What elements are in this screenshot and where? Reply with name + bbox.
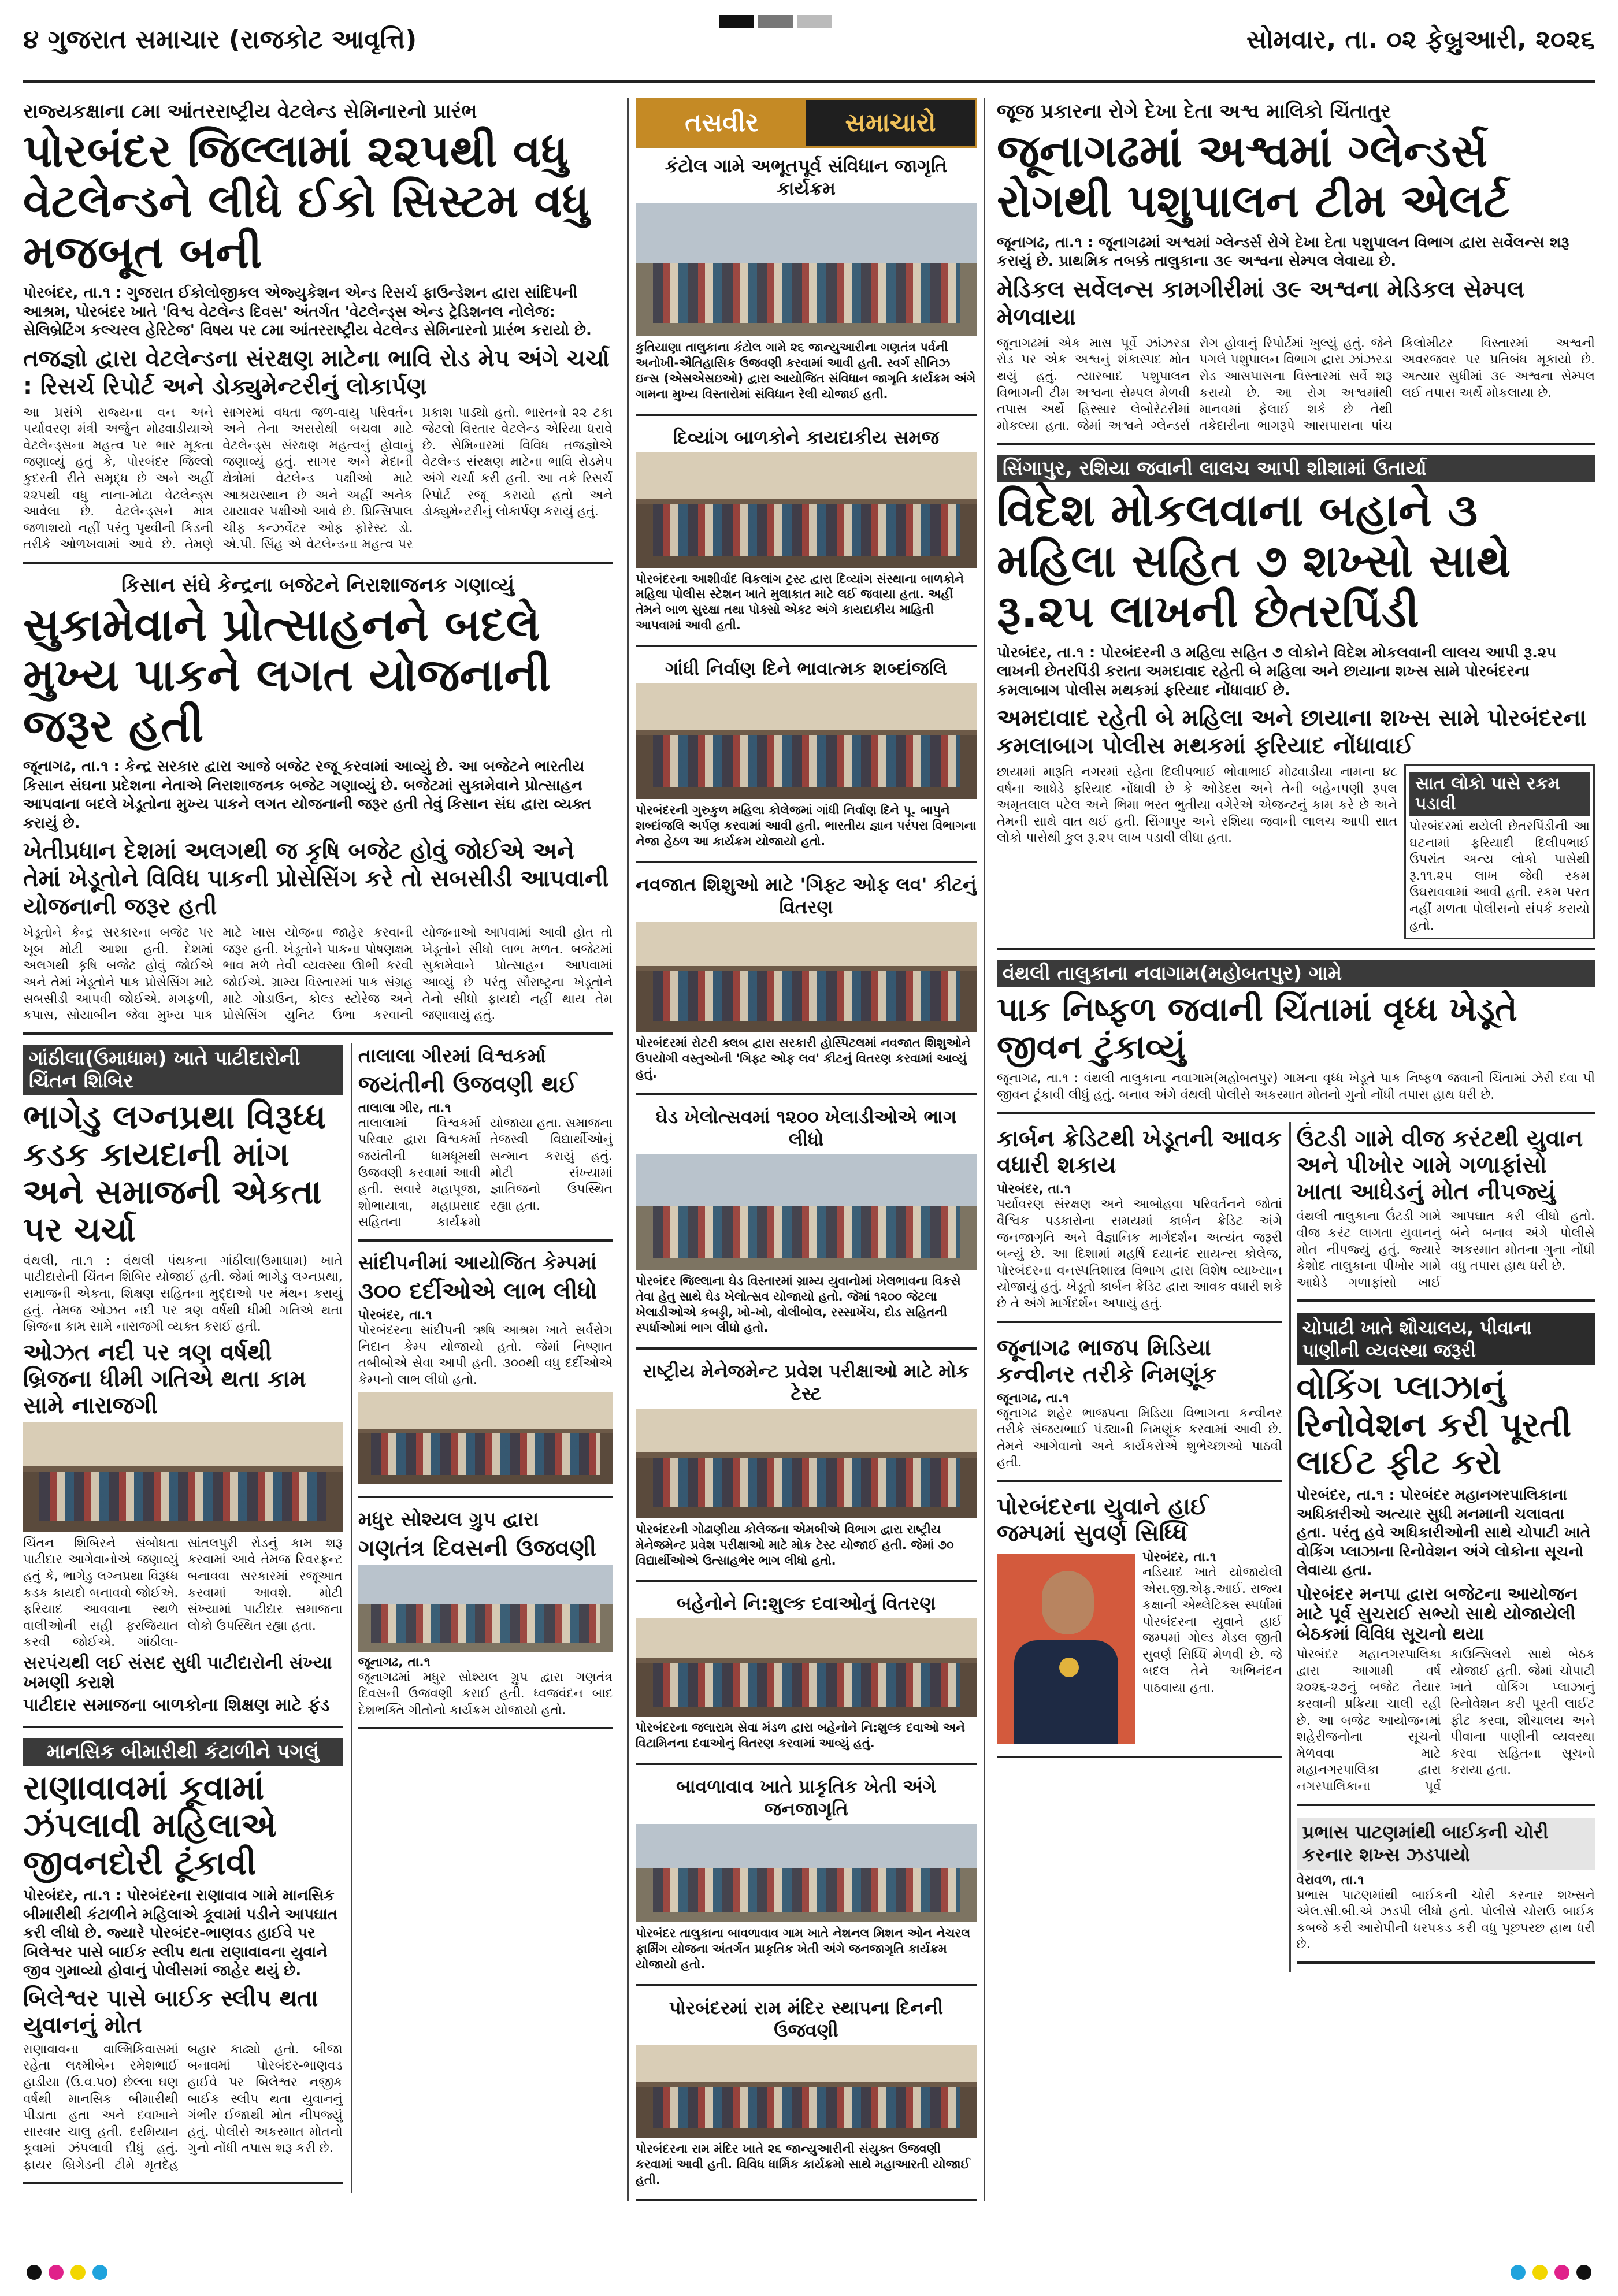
left-column (23, 98, 613, 2201)
color-dots-left (23, 2261, 111, 2286)
photo-bg (358, 1565, 613, 1604)
photo-people (653, 971, 960, 1021)
dot-cyan (92, 2265, 107, 2280)
body-text: છાયામાં મારૂતિ નગરમાં રહેતા દિલીપભાઈ ભોવાભાઈ મોઢવાડીયા નામના ૪૮ વર્ષના આધેડે ફરિયાદ નોંધાવી છે કે ઓડેદરા અને તેની બહેનપણી રૂપલ અમૃતલાલ પટેલ અને ભિમા ભરત ભુતીયા વગેરેએ એજન્ટનું કામ કરે છે અને તેમની સાથે વાત થઈ હતી. સિંગાપુર અને રશિયા જવાની લાલચ આપી સાત લોકો પાસેથી કુલ રૂ.૨૫ લાખ પડાવી લીધા હતા. (997, 765, 1397, 846)
subhead-1: સરપંચથી લઈ સંસદ સુધી પાટીદારોની સંખ્યા ખમણી કરાશે (23, 1652, 332, 1693)
dot-cyan (1511, 2265, 1526, 2280)
lower-left-area (23, 1043, 613, 2193)
reg-mark (758, 15, 793, 28)
mid-right-a (997, 1122, 1282, 1972)
photo (636, 1409, 977, 1518)
photo-caption: પોરબંદરના રામ મંદિર ખાતે ૨૬ જાન્યુઆરીની સંયુક્ત ઉજવણી કરવામાં આવી હતી. વિવિધ ધાર્મિક કાર્યક્રમો સાથે મહાઆરતી યોજાઈ હતી. (636, 2141, 970, 2187)
photo-bg (23, 1422, 343, 1466)
story-budget (23, 572, 613, 1035)
dateline: પોરબંદર, તા.૧ (1142, 1550, 1216, 1565)
body-text: જૂનાગઢ, તા.૧ : વંથલી તાલુકાના નવાગામ(મહોબતપુર) ગામના વૃધ્ધ ખેડૂતે પાક નિષ્ફળ જવાની ચિંતામાં ઝેરી દવા પી જીવન ટૂંકાવી લીધું હતું. બનાવ અંગે વંથલી પોલીસે અકસ્માત મોતનો ગુનો નોંધી તપાસ હાથ ધરી છે. (997, 1071, 1595, 1102)
banner-right: સમાચારો (845, 108, 936, 138)
body-text: પોરબંદર મહાનગરપાલિકા દ્વારા આગામી વર્ષ ૨૦૨૬-૨૭નું બજેટ તૈયાર કરવાની પ્રક્રિયા ચાલી રહી છે. આ બજેટ આયોજનમાં શહેરીજનોના સૂચનો મેળવવા માટે મહાનગરપાલિકા દ્વારા નગરપાલિકાના પૂર્વ કાઉન્સિલરો સાથે બેઠક યોજાઈ હતી. જેમાં ચોપાટી ખાતે વોકિંગ પ્લાઝાનું રિનોવેશન કરી પૂરતી લાઈટ ફીટ કરવા, શૌચાલય અને પીવાના પાણીની વ્યવસ્થા કરવા સહિતના સૂચનો કરાયા હતા. (1296, 1647, 1595, 1794)
dot-black (27, 2265, 42, 2280)
body-left (997, 764, 1397, 939)
headline: ભાગેડુ લગ્નપ્રથા વિરૂધ્ધ કડક કાયદાની માંગ અને સમાજની એકતા પર ચર્ચા (23, 1097, 326, 1249)
photo-flag (358, 1565, 613, 1652)
photo (636, 2045, 977, 2138)
story-untadi (1297, 1122, 1595, 1302)
body-text: વંથલી, તા.૧ : વંથલી પંથકના ગાંઠીલા(ઉમાધામ) ખાતે પાટીદારોની ચિંતન શિબિર યોજાઈ હતી. જેમાં ભાગેડુ લગ્નપ્રથા, સમાજની એકતા, શિક્ષણ સહિતના મુદ્દાઓ પર મંથન કરાયું હતું. તેમજ ઓઝત નદી પર ત્રણ વર્ષથી ધીમી ગતિએ થતા બ્રિજના કામ સામે નારાજગી વ્યક્ત કરાઈ હતી. (23, 1253, 343, 1335)
photo-people (653, 735, 960, 787)
story-glanders (997, 98, 1595, 445)
headline: કાર્બન ક્રેડિટથી ખેડૂતની આવક વધારી શકાય (997, 1125, 1282, 1179)
photo (636, 1618, 977, 1717)
lead: પોરબંદર, તા.૧ : પોરબંદર મહાનગરપાલિકાના અધિકારીઓ અત્યાર સુધી મનમાની ચલાવતા હતા. પરંતુ હવે અધિકારીઓની સાથે ચોપાટી ખાતે વોકિંગ પ્લાઝાના રિનોવેશન અંગે લોકોના સૂચનો લેવાયા હતા. (1296, 1487, 1591, 1580)
kicker: વંથલી તાલુકાના નવાગામ(મહોબતપુર) ગામે (997, 960, 1595, 987)
story-sandipani-camp (358, 1250, 613, 1498)
dateline: પોરબંદર, તા.૧ (358, 1308, 432, 1323)
story-visa-fraud (997, 453, 1595, 950)
body-text: જૂનાગઢમાં એક માસ પૂર્વે ઝાંઝરડા રોડ પર એક અશ્વનું શંકાસ્પદ મોત થયું હતું. ત્યારબાદ પશુપાલન વિભાગની ટીમ અશ્વના સેમ્પલ મેળવી તપાસ અર્થે હિસ્સાર લેબોરેટરીમાં મોકલ્યા હતા. જેમાં અશ્વને ગ્લેન્ડર્સ રોગ હોવાનું રિપોર્ટમાં ખુલ્યું હતું. જેને પગલે પશુપાલન વિભાગ દ્વારા ઝાંઝરડા રોડ આસપાસના વિસ્તારમાં સર્વે શરૂ કરાયો છે. આ રોગ અશ્વમાંથી માનવમાં ફેલાઈ શકે છે તેથી તકેદારીના ભાગરૂપે આસપાસના પાંચ કિલોમીટર વિસ્તારમાં અશ્વની અવરજવર પર પ્રતિબંધ મૂકાયો છે. અત્યાર સુધીમાં ૩૯ અશ્વના સેમ્પલ લઈ તપાસ અર્થે મોકલાયા છે. (997, 336, 1595, 433)
print-color-marks (23, 2261, 1595, 2284)
photo-story-1 (636, 153, 977, 416)
photo-body (1014, 1640, 1118, 1744)
registration-marks (717, 15, 834, 30)
photo-bg (636, 1154, 977, 1206)
subhead: ખેતીપ્રધાન દેશમાં અલગથી જ કૃષિ બજેટ હોવું જોઈએ અને તેમાં ખેડૂતોને વિવિધ પાકની પ્રોસેસિંગ કરે તો સબસીડી આપવાની યોજનાની જરૂર હતી (23, 838, 609, 920)
headline: પાક નિષ્ફળ જવાની ચિંતામાં વૃધ્ધ ખેડૂતે જીવન ટુંકાવ્યું (997, 990, 1517, 1067)
lead: પોરબંદર, તા.૧ : પોરબંદરની ૩ મહિલા સહિત ૭ લોકોને વિદેશ મોકલવાની લાલચ આપી રૂ.૨૫ લાખની છેતરપિંડી કરાતા અમદાવાદ રહેતી બે મહિલા અને છાયાના શખ્સ સામે પોરબંદરના કમલાબાગ પોલીસ મથકમાં ફરિયાદ નોંધાવાઈ છે. (997, 644, 1557, 699)
kicker: જૂજ પ્રકારના રોગે દેખા દેતા અશ્વ માલિકો ચિંતાતુર (997, 100, 1391, 123)
photo-people (653, 1868, 960, 1913)
box-body: પોરબંદરમાં થયેલી છેતરપિંડીની આ ઘટનામાં ફરિયાદી દિલીપભાઈ ઉપરાંત અન્ય લોકો પાસેથી રૂ.૧૧.૨૫ લાખ જેવી રકમ ઉઘરાવવામાં આવી હતી. રકમ પરત નહીં મળતા પોલીસનો સંપર્ક કરાયો હતો. (1409, 819, 1590, 933)
photo-bg (636, 683, 977, 730)
photo-caption: પોરબંદરની ગોઢાણીયા કોલેજના એમબીએ વિભાગ દ્વારા રાષ્ટ્રીય મેનેજમેન્ટ પ્રવેશ પરીક્ષાઓ માટે મોક ટેસ્ટ યોજાઈ હતી. જેમાં ૭૦ વિદ્યાર્થીઓએ ઉત્સાહભેર ભાગ લીધો હતો. (636, 1522, 954, 1567)
lower-left-main (23, 1043, 343, 2193)
photo (636, 683, 977, 799)
kicker: કિસાન સંઘે કેન્દ્રના બજેટને નિરાશાજનક ગણાવ્યું (121, 574, 514, 597)
body-text: રાણાવાવના વાલ્મિકિવાસમાં રહેતા લક્ષ્મીબેન રમેશભાઈ હાડીયા (ઉ.વ.૫૦) છેલ્લા ઘણ વર્ષથી માનસિક બીમારીથી પીડાતા હતા અને દવાખાને સારવાર ચાલુ હતી. દરમિયાન કૂવામાં ઝંપલાવી દીધું હતું. ફાયર બ્રિગેડની ટીમે મૃતદેહ બહાર કાઢ્યો હતો. બીજા બનાવમાં પોરબંદર-ભાણવડ હાઈવે પર બિલેશ્વર નજીક બાઈક સ્લીપ થતા યુવાનનું ગંભીર ઈજાથી મોત નીપજ્યું હતું. પોલીસે અકસ્માત મોતનો ગુનો નોંધી તપાસ શરૂ કરી છે. (23, 2042, 343, 2172)
story-bjp-media (997, 1331, 1282, 1482)
photo-people (39, 1472, 326, 1521)
story-bike-theft (1297, 1814, 1595, 1964)
story-farmer-suicide (997, 958, 1595, 1114)
reg-mark (797, 15, 832, 28)
story-ranavav (23, 1736, 343, 2184)
dateline: વેરાવળ, તા.૧ (1296, 1873, 1364, 1888)
banner-left: તસવીર (637, 100, 806, 146)
athlete-photo (997, 1554, 1135, 1744)
lead: પોરબંદર, તા.૧ : પોરબંદરના રાણાવાવ ગામે માનસિક બીમારીથી કંટાળીને મહિલાએ કૂવામાં પડીને આપઘાત કરી લીધો છે. જ્યારે પોરબંદર-ભાણવડ હાઈવે પર બિલેશ્વર પાસે બાઈક સ્લીપ થતા રાણાવાવના યુવાને જીવ ગુમાવ્યો હોવાનું પોલીસમાં જાહેર થયું છે. (23, 1887, 337, 1980)
lead: જૂનાગઢ, તા.૧ : જૂનાગઢમાં અશ્વમાં ગ્લેન્ડર્સ રોગે દેખા દેતા પશુપાલન વિભાગ દ્વારા સર્વેલન્સ શરૂ કરાયું છે. પ્રાથમિક તબક્કે તાલુકાના ૩૯ અશ્વના સેમ્પલ લેવાયા છે. (997, 233, 1569, 270)
photo-news-banner (636, 98, 977, 148)
photo-story-8 (636, 1773, 977, 1986)
photo-camp (358, 1392, 613, 1484)
photo-title: કંટોલ ગામે અભૂતપૂર્વ સંવિધાન જાગૃતિ કાર્યક્રમ (665, 155, 948, 199)
right-column (997, 98, 1595, 2201)
headline-2: ઓઝત નદી પર ત્રણ વર્ષથી બ્રિજના ધીમી ગતિએ થતા કામ સામે નારાજગી (23, 1339, 306, 1419)
headline: જયંતીની ઉજવણી થઈ (358, 1071, 577, 1098)
headline: જૂનાગઢ ભાજપ મિડિયા કન્વીનર તરીકે નિમણૂંક (997, 1334, 1217, 1388)
photo-title: દિવ્યાંગ બાળકોને કાયદાકીય સમજ (673, 426, 940, 448)
mid-right-area (997, 1122, 1595, 1972)
kicker: ચોપાટી ખાતે શૌચાલય, પીવાના પાણીની વ્યવસ્થા જરૂરી (1297, 1313, 1595, 1365)
story-carbon-credit (997, 1122, 1282, 1322)
story-patidar (23, 1043, 343, 1729)
body-text: તાલાલામાં વિશ્વકર્મા પરિવાર દ્વારા વિશ્વકર્મા જયંતીની ધામધૂમથી ઉજવણી કરવામાં આવી હતી. સવારે મહાપૂજા, શોભાયાત્રા, મહાપ્રસાદ સહિતના કાર્યક્રમો યોજાયા હતા. સમાજના તેજસ્વી વિદ્યાર્થીઓનું સન્માન કરાયું હતું. મોટી સંખ્યામાં જ્ઞાતિજનો ઉપસ્થિત રહ્યા હતા. (358, 1116, 613, 1230)
subhead: તજજ્ઞો દ્વારા વેટલેન્ડના સંરક્ષણ માટેના ભાવિ રોડ મેપ અંગે ચર્ચા : રિસર્ચ રિપોર્ટ અને ડોક્યુમેન્ટરીનું લોકાર્પણ (23, 345, 610, 400)
photo-face (1042, 1571, 1094, 1634)
photo-story-2 (636, 424, 977, 648)
photo-story-9 (636, 1994, 977, 2201)
dateline: જૂનાગઢ, તા.૧ (997, 1391, 1069, 1406)
photo-bg (358, 1392, 613, 1429)
body-text-2: ચિંતન શિબિરને સંબોધતા પાટીદાર આગેવાનોએ જણાવ્યું હતું કે, ભાગેડુ લગ્નપ્રથા વિરૂધ્ધ કડક કાયદો બનાવવો જોઈએ. ફરિયાદ આવવાના સ્થળે વાલીઓની સહી ફરજિયાત કરવી જોઈએ. ગાંઠીલા-સાંતલપુરી રોડનું કામ શરૂ કરવામાં આવે તેમજ રિવરફ્રન્ટ બનાવવા સરકારમાં રજૂઆત કરવામાં આવશે. મોટી સંખ્યામાં પાટીદાર સમાજના લોકો ઉપસ્થિત રહ્યા હતા. (23, 1536, 343, 1650)
photo-caption: પોરબંદર તાલુકાના બાવળાવાવ ગામ ખાતે નેશનલ મિશન ઓન નેચરલ ફાર્મિંગ યોજના અંતર્ગત પ્રાકૃતિક ખેતી અંગે જનજાગૃતિ કાર્યક્રમ યોજાયો હતો. (636, 1926, 971, 1971)
photo-bg (636, 2045, 977, 2082)
headline: ઉંટડી ગામે વીજ કરંટથી યુવાન અને પીખોર ગામે ગળાફાંસો ખાતા આધેડનું મોત નીપજ્યું (1296, 1125, 1583, 1206)
photo-title: ઘેડ ખેલોત્સવમાં ૧૨૦૦ ખેલાડીઓએ ભાગ લીધો (655, 1106, 957, 1151)
photo-title: ગાંધી નિર્વાણ દિને ભાવાત્મક શબ્દાંજલિ (665, 657, 948, 679)
photo (636, 922, 977, 1032)
photo-story-7 (636, 1590, 977, 1765)
body-text: આ પ્રસંગે રાજ્યના વન અને પર્યાવરણ મંત્રી અર્જુન મોઢવાડીયાએ વેટલેન્ડ્સના મહત્વ પર ભાર મૂકતા જણાવ્યું હતું કે, પોરબંદર જિલ્લો કુદરતી રીતે સમૃદ્ધ છે અને અહીં ૨૨૫થી વધુ નાના-મોટા વેટલેન્ડ્સ આવેલા છે. વેટલેન્ડ્સને માત્ર જળાશયો નહીં પરંતુ પૃથ્વીની કિડની તરીકે ઓળખવામાં આવે છે. તેમણે સાગરમાં વધતા જળ-વાયુ પરિવર્તન અને તેના અસરોથી બચવા માટે વેટલેન્ડ્સ સંરક્ષણ મહત્વનું હોવાનું જણાવ્યું હતું. સાગર અને મેદાની ક્ષેત્રોમાં વેટલેન્ડ પક્ષીઓ માટે આશ્રયસ્થાન છે અને અહીં અનેક યાયાવર પક્ષીઓ આવે છે. પ્રિન્સિપાલ ચીફ કન્ઝર્વેટર ઓફ ફોરેસ્ટ ડો. એ.પી. સિંહ એ વેટલેન્ડના મહત્વ પર પ્રકાશ પાડ્યો હતો. ભારતનો ૨૨ ટકા જેટલો વિસ્તાર વેટલેન્ડ એરિયા ધરાવે છે. સેમિનારમાં વિવિધ તજજ્ઞોએ વેટલેન્ડ સંરક્ષણ માટેના ભાવિ રોડમેપ અંગે ચર્ચા કરી હતી. આ તકે રિસર્ચ રિપોર્ટ રજૂ કરાયો હતો અને ડોક્યુમેન્ટરીનું લોકાર્પણ કરાયું હતું. (23, 405, 613, 552)
photo-people (371, 1604, 600, 1643)
story-body-wrap (997, 764, 1595, 939)
dot-black (1576, 2265, 1591, 2280)
photo-caption: પોરબંદરના આશીર્વાદ વિકલાંગ ટ્રસ્ટ દ્વારા દિવ્યાંગ સંસ્થાના બાળકોને મહિલા પોલીસ સ્ટેશન ખાતે મુલાકાત માટે લઈ જવાયા હતા. અહીં તેમને બાળ સુરક્ષા તથા પોક્સો એક્ટ અંગે કાયદાકીય માહિતી આપવામાં આવી હતી. (636, 571, 964, 633)
photo-bg (636, 452, 977, 499)
body-text: પ્રભાસ પાટણમાંથી બાઈકની ચોરી કરનાર શખ્સને એલ.સી.બી.એ ઝડપી લીધો હતો. પોલીસે ચોરાઉ બાઈક કબજે કરી આરોપીની ધરપકડ કરી વધુ પૂછપરછ હાથ ધરી છે. (1296, 1888, 1595, 1952)
photo-bg (636, 922, 977, 966)
dot-magenta (49, 2265, 64, 2280)
box-title: સાત લોકો પાસે રકમ પડાવી (1409, 772, 1590, 816)
photo-people (371, 1433, 600, 1475)
photo-people (653, 263, 960, 324)
subhead: મેડિકલ સર્વેલન્સ કામગીરીમાં ૩૯ અશ્વના મેડિકલ સેમ્પલ મેળવાયા (997, 276, 1524, 330)
kicker: રાજ્યકક્ષાના ૮મા આંતરરાષ્ટ્રીય વેટલેન્ડ સેમિનારનો પ્રારંભ (23, 100, 477, 123)
photo-bg (636, 1409, 977, 1452)
body-text: વંથલી તાલુકાના ઉંટડી ગામે વીજ કરંટ લાગતા યુવાનનું મોત નીપજ્યું હતું. જ્યારે કેશોદ તાલુકાના પીખોર ગામે આધેડે ગળાફાંસો ખાઈ આપઘાત કરી લીધો હતો. બંને બનાવ અંગે પોલીસે અકસ્માત મોતના ગુના નોંધી વધુ તપાસ હાથ ધરી છે. (1296, 1209, 1595, 1290)
headline: રાણાવાવમાં કૂવામાં ઝંપલાવી મહિલાએ જીવનદોરી ટૂંકાવી (23, 1768, 277, 1883)
body-text: ખેડૂતોને કેન્દ્ર સરકારના બજેટ પર ખૂબ મોટી આશા હતી. દેશમાં અલગથી કૃષિ બજેટ હોવું જોઈએ અને તેમાં ખેડૂતોને પાક પ્રોસેસિંગ માટે સબસીડી આપવી જોઈએ. મગફળી, કપાસ, સોયાબીન જેવા મુખ્ય પાક માટે ખાસ યોજના જાહેર કરવાની જરૂર હતી. ખેડૂતોને પાકના પોષણક્ષમ ભાવ મળે તેવી વ્યવસ્થા ઊભી કરવી જોઈએ. ગ્રામ્ય વિસ્તારમાં પાક સંગ્રહ માટે ગોડાઉન, કોલ્ડ સ્ટોરેજ અને પ્રોસેસિંગ યુનિટ ઉભા કરવાની યોજનાઓ આપવામાં આવી હોત તો ખેડૂતોને સીધો લાભ મળત. બજેટમાં સુકામેવાને પ્રોત્સાહન આપવામાં આવ્યું છે પરંતુ સૌરાષ્ટ્રના ખેડૂતોને તેનો સીધો ફાયદો નહીં થાય તેમ જણાવાયું હતું. (23, 926, 613, 1023)
photo-title: બહેનોને નિ:શુલ્ક દવાઓનું વિતરણ (676, 1592, 936, 1615)
dot-yellow (70, 2265, 86, 2280)
body-text: જૂનાગઢમાં મધુર સોશ્યલ ગ્રુપ દ્વારા ગણતંત્ર દિવસની ઉજવણી કરાઈ હતી. ધ્વજવંદન બાદ દેશભક્તિ ગીતોનો કાર્યક્રમ યોજાયો હતો. (358, 1670, 613, 1718)
photo (636, 452, 977, 568)
photo (636, 203, 977, 336)
kicker: સાંદીપનીમાં આયોજિત કેમ્પમાં (358, 1251, 597, 1275)
dateline: પોરબંદર, તા.૧ (997, 1182, 1071, 1197)
photo-title: નવજાત શિશુઓ માટે 'ગિફ્ટ ઓફ લવ' કીટનું વિતરણ (636, 873, 977, 918)
headline: સુકામેવાને પ્રોત્સાહનને બદલે મુખ્ય પાકને લગત યોજનાની જરૂર હતી (23, 599, 551, 752)
headline: પોરબંદર જિલ્લામાં ૨૨૫થી વધુ વેટલેન્ડને લીધે ઈકો સિસ્ટમ વધુ મજબૂત બની (23, 125, 589, 278)
photo-title: પોરબંદરમાં રામ મંદિર સ્થાપના દિનની ઉજવણી (669, 1996, 944, 2041)
kicker: ગાંઠીલા(ઉમાધામ) ખાતે પાટીદારોની ચિંતન શિબિર (23, 1045, 343, 1095)
story-walking-plaza (1297, 1310, 1595, 1805)
headline: પ્રભાસ પાટણમાંથી બાઈકની ચોરી કરનાર શખ્સ ઝડપાયો (1297, 1818, 1595, 1870)
kicker: મધુર સોશ્યલ ગ્રુપ દ્વારા (358, 1508, 539, 1532)
headline: વિદેશ મોકલવાના બહાને ૩ મહિલા સહિત ૭ શખ્સો સાથે રૂ.૨૫ લાખની છેતરપિંડી (997, 485, 1511, 638)
body-text: જૂનાગઢ શહેર ભાજપના મિડિયા વિભાગના કન્વીનર તરીકે સંજયભાઈ પંડ્યાની નિમણૂંક કરવામાં આવી છે. તેમને આગેવાનો અને કાર્યકરોએ શુભેચ્છાઓ પાઠવી હતી. (997, 1406, 1282, 1470)
medal-icon (1059, 1658, 1079, 1677)
dateline: જૂનાગઢ, તા.૧ (358, 1655, 431, 1670)
headline: ગણતંત્ર દિવસની ઉજવણી (358, 1535, 597, 1562)
subhead: અમદાવાદ રહેતી બે મહિલા અને છાયાના શખ્સ સામે પોરબંદરના કમલાબાગ પોલીસ મથકમાં ફરિયાદ નોંધાવાઈ (997, 705, 1587, 760)
mid-right-b (1289, 1122, 1595, 1972)
body-text: પર્યાવરણ સંરક્ષણ અને આબોહવા પરિવર્તનને જોતાં વૈશ્વિક પડકારોના સમયમાં કાર્બન ક્રેડિટ અંગે જનજાગૃતિ અને વૈજ્ઞાનિક માર્ગદર્શન અત્યંત જરૂરી બન્યું છે. આ દિશામાં મહર્ષિ દયાનંદ સાયન્સ કોલેજ, પોરબંદરના વનસ્પતિશાસ્ત્ર વિભાગ દ્વારા વિશેષ વ્યાખ્યાન યોજાયું હતું. ખેડૂતો કાર્બન ક્રેડિટ દ્વારા આવક વધારી શકે છે તે અંગે માર્ગદર્શન અપાયું હતું. (997, 1197, 1282, 1311)
photo-caption: પોરબંદરમાં રોટરી ક્લબ દ્વારા સરકારી હોસ્પિટલમાં નવજાત શિશુઓને ઉપયોગી વસ્તુઓની 'ગિફ્ટ ઓફ લવ' કીટનું વિતરણ કરવામાં આવ્યું હતું. (636, 1035, 971, 1081)
center-column (627, 98, 985, 2201)
story-vishwakarma (358, 1043, 613, 1242)
subhead: પોરબંદર મનપા દ્વારા બજેટના આયોજન માટે પૂર્વ સુચરાઈ સભ્યો સાથે યોજાયેલી બેઠકમાં વિવિધ સૂચનો થયા (1296, 1584, 1578, 1644)
photo-bg (636, 1824, 977, 1868)
photo-title: રાષ્ટ્રીય મેનેજમેન્ટ પ્રવેશ પરીક્ષાઓ માટે મોક ટેસ્ટ (643, 1359, 970, 1405)
story-madhur-group (358, 1506, 613, 1729)
photo-caption: કુતિયાણા તાલુકાના કંટોલ ગામે ૨૬ જાન્યુઆરીના ગણતંત્ર પર્વની અનોખી-ઐતિહાસિક ઉજવણી કરવામાં આવી હતી. સ્વર્ગ સીનિઝ ઇન્સ (એસએસઇઓ) દ્વારા આયોજિત સંવિધાન જાગૃતિ કાર્યક્રમ અંગે ગામના મુખ્ય વિસ્તારોમાં સંવિધાન રેલી યોજાઈ હતી. (636, 340, 976, 401)
photo-bg (636, 203, 977, 263)
reg-mark (719, 15, 754, 28)
subhead-2: પાટીદાર સમાજના બાળકોના શિક્ષણ માટે ફંડ (23, 1695, 330, 1715)
photo-people (653, 2087, 960, 2128)
headline: પોરબંદરના યુવાને હાઈ જમ્પમાં સુવર્ણ સિધ્ધિ (997, 1493, 1208, 1547)
subhead: બિલેશ્વર પાસે બાઈક સ્લીપ થતા યુવાનનું મોત (23, 1985, 318, 2038)
photo-people (653, 504, 960, 556)
photo-shibir (23, 1422, 343, 1532)
photo (636, 1824, 977, 1922)
body-text: પોરબંદરના સાંદીપની ઋષિ આશ્રમ ખાતે સર્વરોગ નિદાન કેમ્પ યોજાયો હતો. જેમાં નિષ્ણાત તબીબોએ સેવા આપી હતી. ૩૦૦થી વધુ દર્દીઓએ કેમ્પનો લાભ લીધો હતો. (358, 1323, 613, 1387)
dot-yellow (1532, 2265, 1548, 2280)
headline: વોકિંગ પ્લાઝાનું રિનોવેશન કરી પૂરતી લાઈટ ફીટ કરો (1296, 1368, 1572, 1483)
photo-caption: પોરબંદરની ગુરુકુળ મહિલા કોલેજમાં ગાંધી નિર્વાણ દિને પૂ. બાપુને શબ્દાંજલિ અર્પણ કરવામાં આવી હતી. ભારતીય જ્ઞાન પરંપરા વિભાગના નેજા હેઠળ આ કાર્યક્રમ યોજાયો હતો. (636, 803, 977, 848)
lead: જૂનાગઢ, તા.૧ : કેન્દ્ર સરકાર દ્વારા આજે બજેટ રજૂ કરવામાં આવ્યું છે. આ બજેટને ભારતીય કિસાન સંઘના પ્રદેશના નેતાએ નિરાશાજનક બજેટ ગણાવ્યું છે. બજેટમાં સુકામેવાને પ્રોત્સાહન આપવાના બદલે ખેડૂતોના મુખ્ય પાકને લગત યોજનાની જરૂર હતી તેવું કિસાન સંઘ દ્વારા વ્યક્ત કરાયું છે. (23, 758, 592, 832)
story-wetland (23, 98, 613, 564)
kicker: તાલાલા ગીરમાં વિશ્વકર્મા (358, 1044, 547, 1068)
photo-title: બાવળાવાવ ખાતે પ્રાકૃતિક ખેતી અંગે જનજાગૃતિ (676, 1775, 936, 1821)
dot-magenta (1554, 2265, 1569, 2280)
photo-people (653, 1206, 960, 1258)
lower-left-side (351, 1043, 613, 2193)
photo-people (653, 1663, 960, 1707)
story-high-jump (997, 1490, 1282, 1758)
photo (636, 1154, 977, 1270)
sidebar-box (1404, 764, 1595, 939)
body-text: નડિયાદ ખાતે યોજાયેલી એસ.જી.એફ.આઈ. રાજ્ય કક્ષાની એથ્લેટિક્સ સ્પર્ધામાં પોરબંદરના યુવાને હાઈ જમ્પમાં ગોલ્ડ મેડલ જીતી સુવર્ણ સિધ્ધિ મેળવી છે. જે બદલ તેને અભિનંદન પાઠવાયા હતા. (1142, 1565, 1282, 1696)
headline: ૩૦૦ દર્દીઓએ લાભ લીધો (358, 1278, 598, 1305)
photo-story-5 (636, 1104, 977, 1350)
photo-caption: પોરબંદરના જલારામ સેવા મંડળ દ્વારા બહેનોને નિ:શુલ્ક દવાઓ અને વિટામિનના દવાઓનું વિતરણ કરવામાં આવ્યું હતું. (636, 1721, 965, 1751)
dateline: તાલાલા ગીર, તા.૧ (358, 1101, 451, 1116)
photo-people (653, 1458, 960, 1507)
color-dots-right (1507, 2261, 1595, 2286)
photo-story-3 (636, 655, 977, 863)
kicker: માનસિક બીમારીથી કંટાળીને પગલું (23, 1738, 343, 1766)
kicker: સિંગાપુર, રશિયા જવાની લાલચ આપી શીશામાં ઉતાર્યા (997, 455, 1595, 482)
headline: જૂનાગઢમાં અશ્વમાં ગ્લેન્ડર્સ રોગથી પશુપાલન ટીમ એલર્ટ (997, 125, 1510, 228)
lead: પોરબંદર, તા.૧ : ગુજરાત ઈકોલોજીકલ એજ્યુકેશન એન્ડ રિસર્ચ ફાઉન્ડેશન દ્વારા સાંદિપની આશ્રમ, પોરબંદર ખાતે 'વિશ્વ વેટલેન્ડ દિવસ' અંતર્ગત 'વેટલેન્ડ્સ એન્ડ ટ્રેડિશનલ નોલેજ: સેલિબ્રેટિંગ કલ્ચરલ હેરિટેજ' વિષય પર ૮મા આંતરરાષ્ટ્રીય વેટલેન્ડ સેમિનારનો પ્રારંભ કરાયો છે. (23, 284, 592, 340)
photo-caption: પોરબંદર જિલ્લાના ઘેડ વિસ્તારમાં ગ્રામ્ય યુવાનોમાં ખેલભાવના વિકસે તેવા હેતુ સાથે ઘેડ ખેલોત્સવ યોજાયો હતો. જેમાં ૧૨૦૦ જેટલા ખેલાડીઓએ કબડ્ડી, ખો-ખો, વોલીબોલ, રસ્સાખેંચ, દોડ સહિતની સ્પર્ધાઓમાં ભાગ લીધો હતો. (636, 1274, 961, 1335)
folio-left: ૪ ગુજરાત સમાચાર (રાજકોટ આવૃત્તિ) (23, 25, 417, 54)
photo-story-6 (636, 1358, 977, 1582)
photo-story-4 (636, 871, 977, 1096)
page-folio (23, 10, 1595, 83)
photo-bg (636, 1618, 977, 1658)
folio-right: સોમવાર, તા. ૦૨ ફેબ્રુઆરી, ૨૦૨૬ (1246, 25, 1595, 54)
